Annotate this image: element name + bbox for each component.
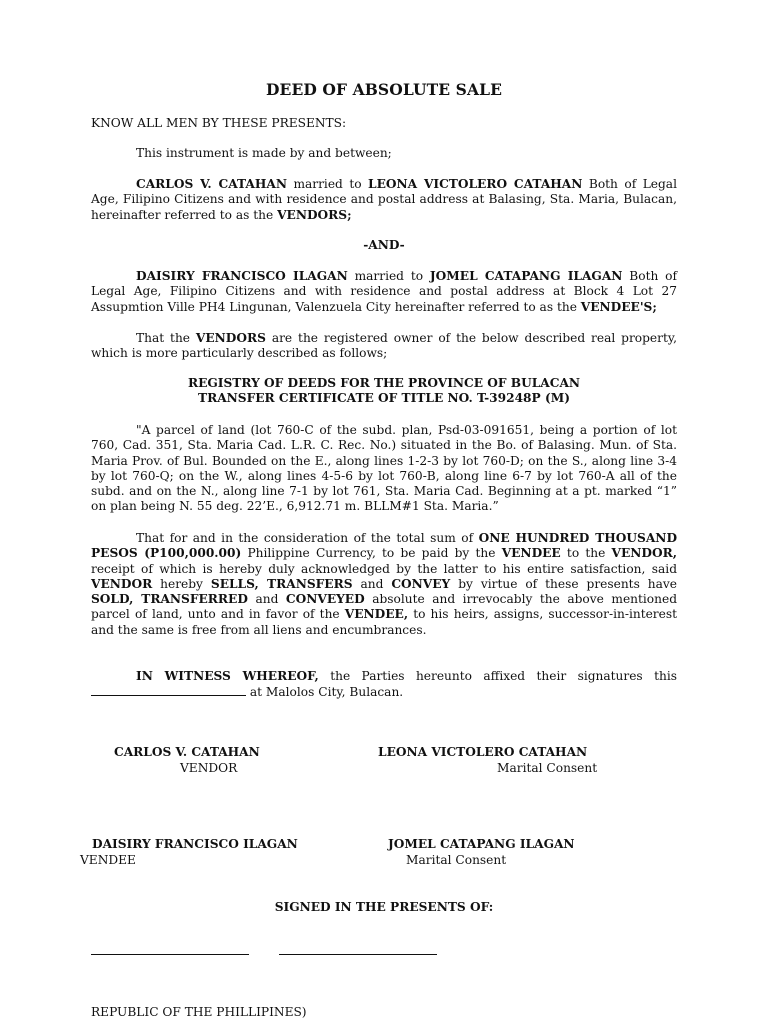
signatory-carlos-name: CARLOS V. CATAHAN [114,745,260,759]
owner-paragraph: That the VENDORS are the registered owner of the below described real property, which is more particularly described as follows; [91,331,677,361]
signatory-daisiry-role: VENDEE [80,853,136,867]
signatory-carlos-role: VENDOR [180,761,238,775]
vendors-paragraph: CARLOS V. CATAHAN married to LEONA VICTOLERO CATAHAN Both of Legal Age, Filipino Citizens and with residence and postal address at Balasing, Sta. Maria, Bulacan, hereinafter referred to as the VENDORS; [91,177,677,222]
witness-signature-line-2 [279,954,437,955]
witness-signature-line-1 [91,954,249,955]
witness-date-line: at Malolos City, Bulacan. [91,685,403,700]
signed-in-presence-heading: SIGNED IN THE PRESENTS OF: [274,900,494,914]
date-blank [91,685,246,696]
signatory-jomel-role: Marital Consent [406,853,507,867]
vendees-role: VENDEE'S; [580,299,657,314]
vendees-paragraph: DAISIRY FRANCISCO ILAGAN married to JOMEL CATAPANG ILAGAN Both of Legal Age, Filipino Citizens and with residence and postal address at Block 4 Lot 27 Assupmtion Ville PH4 Lingunan, Valenzuela City hereinafter referred to as the VENDEE'S; [91,269,678,314]
intro-line: This instrument is made by and between; [136,146,392,160]
document-title: DEED OF ABSOLUTE SALE [266,80,502,99]
and-separator: -AND- [363,238,405,252]
vendor-spouse-name: LEONA VICTOLERO CATAHAN [368,177,583,191]
republic-heading: REPUBLIC OF THE PHILLIPINES) [91,1005,307,1019]
signatory-leona-role: Marital Consent [497,761,598,775]
consideration-paragraph: That for and in the consideration of the total sum of ONE HUNDRED THOUSAND PESOS (P100,000.00) Philippine Currency, to be paid by the VENDEE to the VENDOR, receipt of which is hereby duly acknowledged by the latter to his entire satisfaction, said VENDOR hereby SELLS, TRANSFERS and CONVEY by virtue of these presents have SOLD, TRANSFERRED and CONVEYED absolute and irrevocably the above mentioned parcel of land, unto and in favor of the VENDEE, to his heirs, assigns, successor-in-interest and the same is free from all liens and encumbrances. [91,531,678,637]
vendee-spouse-name: JOMEL CATAPANG ILAGAN [429,269,623,283]
vendors-role: VENDORS; [277,207,352,222]
registry-heading-2: TRANSFER CERTIFICATE OF TITLE NO. T-39248P (M) [198,391,570,405]
opening-line: KNOW ALL MEN BY THESE PRESENTS: [91,116,347,130]
witness-paragraph: IN WITNESS WHEREOF, the Parties hereunto affixed their signatures this [136,669,677,683]
registry-heading-1: REGISTRY OF DEEDS FOR THE PROVINCE OF BULACAN [187,376,581,390]
signatory-daisiry-name: DAISIRY FRANCISCO ILAGAN [92,837,298,851]
parcel-description: "A parcel of land (lot 760-C of the subd. plan, Psd-03-091651, being a portion of lot 760, Cad. 351, Sta. Maria Cad. L.R. C. Rec. No.) situated in the Bo. of Balasing. Mun. of Sta. Maria Prov. of Bul. Bounded on the E., along lines 1-2-3 by lot 760-D; on the S., along line 3-4 by lot 760-Q; on the W., along lines 4-5-6 by lot 760-B, along line 6-7 by lot 760-A all of the subd. and on the N., along line 7-1 by lot 761, Sta. Maria Cad. Beginning at a pt. marked “1” on plan being N. 55 deg. 22’E., 6,912.71 m. BLLM#1 Sta. Maria.” [91,423,677,514]
signatory-leona-name: LEONA VICTOLERO CATAHAN [378,745,588,759]
vendee-name: DAISIRY FRANCISCO ILAGAN [136,269,348,283]
signatory-jomel-name: JOMEL CATAPANG ILAGAN [388,837,575,851]
vendor-name: CARLOS V. CATAHAN [136,177,287,191]
